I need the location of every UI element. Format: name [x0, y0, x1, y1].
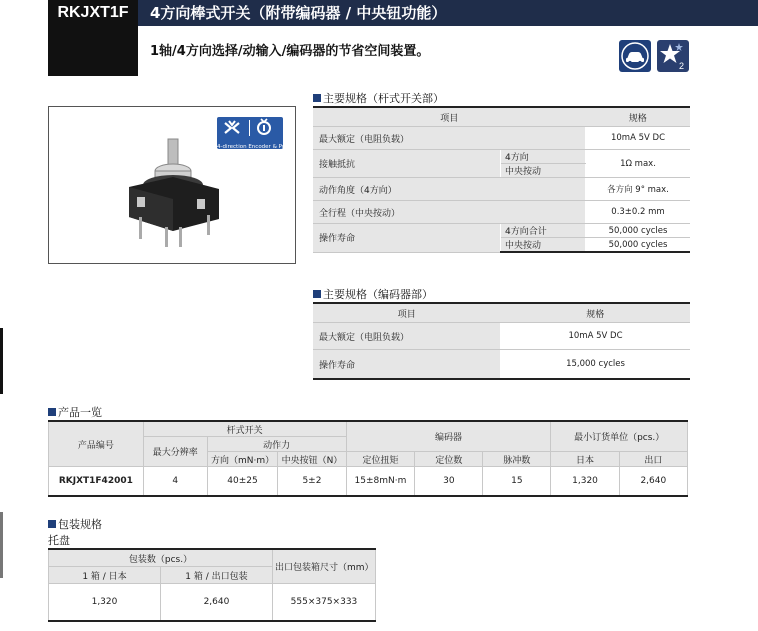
col-center: 中央按钮（N） — [278, 452, 346, 467]
cell-center-force: 5±2 — [278, 467, 346, 497]
star-icon — [657, 40, 689, 72]
table-row — [49, 584, 376, 622]
col-encoder: 编码器 — [346, 421, 551, 452]
spec-encoder-title-text: 主要规格（编码器部） — [323, 288, 433, 301]
packing-title-text: 包装规格 — [58, 518, 102, 531]
cell-carton: 555×375×333 — [272, 584, 375, 622]
col-detents: 定位数 — [415, 452, 483, 467]
row-label: 操作寿命 — [313, 224, 501, 253]
col-box-export: 1 箱 / 出口包装 — [160, 567, 272, 584]
row-label: 接触抵抗 — [313, 150, 501, 178]
section-marker — [313, 94, 321, 102]
spec-switch-title — [313, 90, 444, 106]
col-spec: 规格 — [501, 303, 691, 323]
direction-encoder-icon — [217, 117, 283, 139]
row-value: 50,000 cycles — [586, 238, 691, 253]
col-box-japan: 1 箱 / 日本 — [49, 567, 161, 584]
car-badge — [619, 40, 651, 72]
row-sublabel: 中央按动 — [501, 164, 586, 178]
packing-subtitle: 托盘 — [48, 534, 70, 547]
col-lever: 杆式开关 — [143, 421, 346, 437]
cell-detents: 30 — [415, 467, 483, 497]
products-title-text: 产品一览 — [58, 406, 102, 419]
row-value: 1Ω max. — [586, 150, 691, 178]
row-value: 各方向 9° max. — [586, 178, 691, 201]
cell-japan: 1,320 — [49, 584, 161, 622]
row-value: 10mA 5V DC — [501, 323, 691, 350]
col-japan: 日本 — [551, 452, 619, 467]
col-moq: 最小订货单位（pcs.） — [551, 421, 688, 452]
cell-resolution: 4 — [143, 467, 207, 497]
product-image — [119, 137, 229, 249]
row-value: 10mA 5V DC — [586, 127, 691, 150]
product-photo-box — [48, 106, 296, 264]
col-torque: 定位扭矩 — [346, 452, 415, 467]
spec-switch-title-text: 主要规格（杆式开关部） — [323, 92, 444, 105]
col-dir: 方向（mN·m） — [207, 452, 278, 467]
section-marker — [48, 408, 56, 416]
cell-export: 2,640 — [619, 467, 687, 497]
row-value: 0.3±0.2 mm — [586, 201, 691, 224]
cell-torque: 15±8mN·m — [346, 467, 415, 497]
row-label: 操作寿命 — [313, 350, 501, 380]
row-label: 最大额定（电阻负载） — [313, 323, 501, 350]
table-row — [49, 467, 688, 497]
col-item: 项目 — [313, 303, 501, 323]
row-sublabel: 4方向 — [501, 150, 586, 164]
page-title: 4方向棒式开关（附带编码器 / 中央钮功能） — [150, 4, 447, 22]
products-title — [48, 404, 102, 420]
col-carton: 出口包装箱尺寸（mm） — [272, 549, 375, 584]
row-value: 15,000 cycles — [501, 350, 691, 380]
function-icon-label: 4-direction Encoder & Push — [217, 144, 292, 150]
packing-table — [48, 548, 376, 622]
row-sublabel: 4方向合计 — [501, 224, 586, 238]
margin-rule — [0, 328, 3, 394]
row-sublabel: 中央按动 — [501, 238, 586, 253]
cell-export: 2,640 — [160, 584, 272, 622]
col-item: 项目 — [313, 107, 586, 127]
packing-title — [48, 516, 102, 532]
row-label: 全行程（中央按动） — [313, 201, 586, 224]
star-badge — [657, 40, 689, 72]
badge-number: 2 — [679, 61, 685, 71]
cell-part: RKJXT1F42001 — [49, 467, 144, 497]
section-marker — [313, 290, 321, 298]
col-export: 出口 — [619, 452, 687, 467]
col-force: 动作力 — [207, 437, 346, 452]
margin-rule — [0, 512, 3, 578]
col-spec: 规格 — [586, 107, 691, 127]
cell-japan: 1,320 — [551, 467, 619, 497]
spec-switch-table — [313, 106, 690, 253]
cell-dir-force: 40±25 — [207, 467, 278, 497]
row-label: 动作角度（4方向） — [313, 178, 586, 201]
spec-encoder-title — [313, 286, 433, 302]
model-code: RKJXT1F — [48, 0, 138, 76]
products-table — [48, 420, 688, 497]
row-label: 最大额定（电阻负载） — [313, 127, 586, 150]
col-resolution: 最大分辨率 — [143, 437, 207, 467]
spec-encoder-table — [313, 302, 690, 380]
col-pulses: 脉冲数 — [483, 452, 551, 467]
row-value: 50,000 cycles — [586, 224, 691, 238]
car-icon — [619, 40, 651, 72]
cell-pulses: 15 — [483, 467, 551, 497]
page-subtitle: 1轴/4方向选择/动输入/编码器的节省空间装置。 — [150, 44, 430, 59]
col-qty: 包装数（pcs.） — [49, 549, 273, 567]
section-marker — [48, 520, 56, 528]
col-part: 产品编号 — [49, 421, 144, 467]
